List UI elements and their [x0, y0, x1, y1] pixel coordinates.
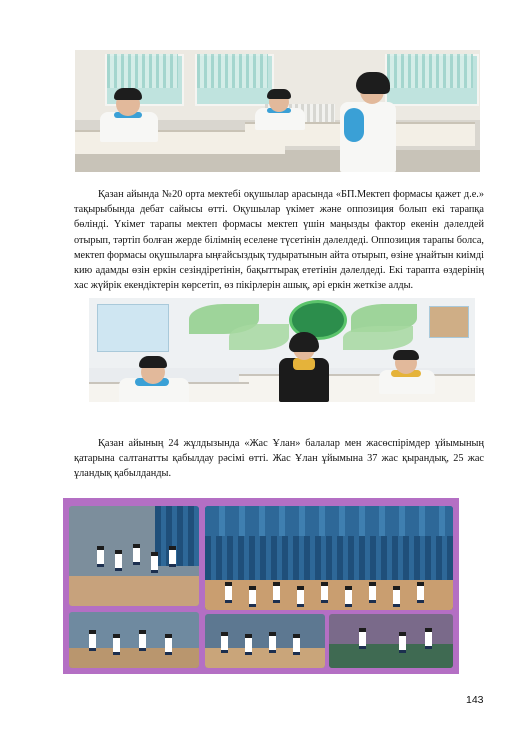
window-blind	[107, 54, 178, 88]
collage-pane	[69, 612, 199, 668]
collage-pane	[69, 506, 199, 606]
debate-paragraph: Қазан айында №20 орта мектебі оқушылар арасында «БП.Мектеп формасы қажет д.е.» тақырыбында дебат сайысы өтті. Оқушылар үкімет және оппозиция болып екі тарапқа бөлінді. Үкімет тарапы мектеп формасы мектеп үшін маңызды фактор екенін дәлелдей отырып, тәртіп болған жерде білімнің еселене түсетінін дәлелдеді. Оппозиция тарапы болса, мектеп формасы оқушыларға ыңғайсыздық тудыратынын айта отырып, өзіне ұнайтын киімді кию адамды өзін еркін сезіндіретінін, бақыттырақ ететінін дәлелдеді. Екі тарапта өздерінің хас жүйрік екендіктерін көрсетіп, өз пікірлерін ашық, әрі еркін жеткізе алды.	[74, 189, 484, 292]
collage-pane	[329, 614, 453, 668]
debate-discussion-photo	[89, 298, 475, 402]
ceremony-collage-photo	[63, 498, 459, 674]
leaf-decoration	[343, 326, 413, 350]
ceremony-paragraph: Қазан айының 24 жұлдызында «Жас Ұлан» балалар мен жасөспірімдер ұйымының қатарына салтанатты қабылдау рәсімі өтті. Жас Ұлан ұйымына 37 жас қырандық, 25 жас ұландық қабылданды.	[74, 438, 484, 480]
wall-poster	[97, 304, 169, 352]
debate-classroom-photo	[75, 50, 480, 172]
desk	[239, 374, 475, 402]
wall-poster	[429, 306, 469, 338]
collage-pane	[205, 506, 453, 610]
leaf-decoration	[229, 324, 289, 350]
window-blind	[387, 54, 473, 88]
page-number: 143	[466, 694, 484, 706]
collage-pane	[205, 614, 325, 668]
window-blind	[197, 54, 268, 88]
